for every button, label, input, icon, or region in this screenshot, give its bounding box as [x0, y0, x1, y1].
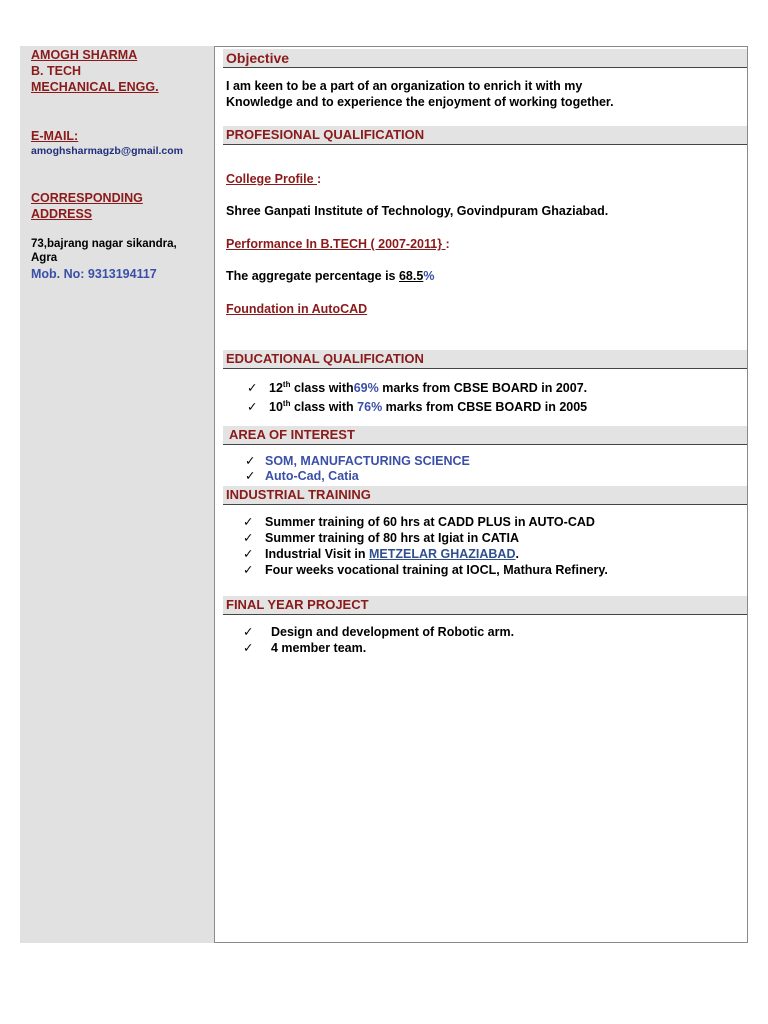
objective-heading: Objective: [223, 49, 747, 68]
address-label: [31, 190, 143, 222]
interest-list: [245, 454, 470, 484]
aggregate-line: [226, 268, 434, 284]
check-icon: ✓: [243, 547, 254, 561]
list-item: [243, 514, 608, 530]
check-icon: ✓: [245, 454, 256, 468]
foundation-autocad: Foundation in AutoCAD: [226, 302, 368, 316]
address-line-1: 73,bajrang nagar sikandra,: [31, 238, 177, 250]
interest-heading: AREA OF INTEREST: [223, 426, 747, 445]
email-label: E-MAIL:: [31, 129, 79, 143]
contact-block: [31, 47, 159, 95]
training-item: Four weeks vocational training at IOCL, Mathura Refinery.: [265, 563, 608, 577]
objective-line-2: Knowledge and to experience the enjoyment of working together.: [226, 95, 614, 109]
aggregate-prefix: The aggregate percentage is: [226, 269, 399, 283]
address-label-line-2: ADDRESS: [31, 207, 93, 221]
education-list: [247, 377, 587, 415]
project-list: [243, 624, 514, 656]
objective-text: [226, 78, 614, 110]
candidate-name: AMOGH SHARMA: [31, 48, 138, 62]
training-item: Summer training of 80 hrs at Igiat in CATIA: [265, 531, 519, 545]
interest-item: Auto-Cad, Catia: [265, 469, 359, 483]
college-profile-label: [226, 171, 321, 187]
list-item: [245, 469, 470, 484]
list-item: [243, 624, 514, 640]
performance-colon: :: [445, 237, 450, 251]
college-label: College Profile: [226, 172, 317, 186]
project-item: 4 member team.: [271, 641, 367, 655]
training-list: [243, 514, 608, 578]
check-icon: ✓: [243, 515, 254, 529]
list-item: [243, 562, 608, 578]
education-heading: EDUCATIONAL QUALIFICATION: [223, 350, 747, 369]
professional-heading: PROFESIONAL QUALIFICATION: [223, 126, 747, 145]
training-item: Summer training of 60 hrs at CADD PLUS in AUTO-CAD: [265, 515, 595, 529]
list-item: [245, 454, 470, 469]
address: [31, 237, 177, 265]
mobile-number: Mob. No: 9313194117: [31, 267, 157, 281]
performance-label: [226, 236, 450, 252]
check-icon: ✓: [243, 531, 254, 545]
check-icon: ✓: [247, 400, 258, 415]
interest-item: SOM, MANUFACTURING SCIENCE: [265, 454, 470, 468]
check-icon: ✓: [243, 563, 254, 577]
main-content: [214, 46, 748, 943]
objective-line-1: I am keen to be a part of an organization to enrich it with my: [226, 79, 583, 93]
address-label-line-1: CORRESPONDING: [31, 191, 143, 205]
college-name: Shree Ganpati Institute of Technology, Govindpuram Ghaziabad.: [226, 204, 609, 218]
branch: MECHANICAL ENGG.: [31, 80, 159, 94]
check-icon: ✓: [245, 469, 256, 483]
list-item: [243, 530, 608, 546]
degree: B. TECH: [31, 64, 81, 78]
list-item: ✓ 10th class with 76% marks from CBSE BOARD in 2005: [247, 399, 588, 415]
list-item: ✓ 12th class with69% marks from CBSE BOARD in 2007.: [247, 380, 588, 396]
metzelar-link[interactable]: METZELAR GHAZIABAD: [368, 547, 516, 561]
check-icon: ✓: [243, 625, 254, 639]
performance-text: Performance In B.TECH ( 2007-2011}: [226, 237, 446, 251]
aggregate-value: 68.5: [398, 269, 424, 283]
aggregate-suffix: %: [423, 269, 435, 283]
project-heading: FINAL YEAR PROJECT: [223, 596, 747, 615]
check-icon: ✓: [247, 381, 258, 396]
training-heading: INDUSTRIAL TRAINING: [223, 486, 747, 505]
address-line-2: Agra: [31, 252, 58, 264]
check-icon: ✓: [243, 641, 254, 655]
list-item: [243, 640, 514, 656]
sidebar: [20, 46, 214, 943]
project-item: Design and development of Robotic arm.: [271, 625, 515, 639]
college-colon: :: [317, 172, 322, 186]
list-item: ✓ Industrial Visit in METZELAR GHAZIABAD.: [243, 547, 519, 561]
email-address[interactable]: amoghsharmagzb@gmail.com: [31, 145, 184, 157]
